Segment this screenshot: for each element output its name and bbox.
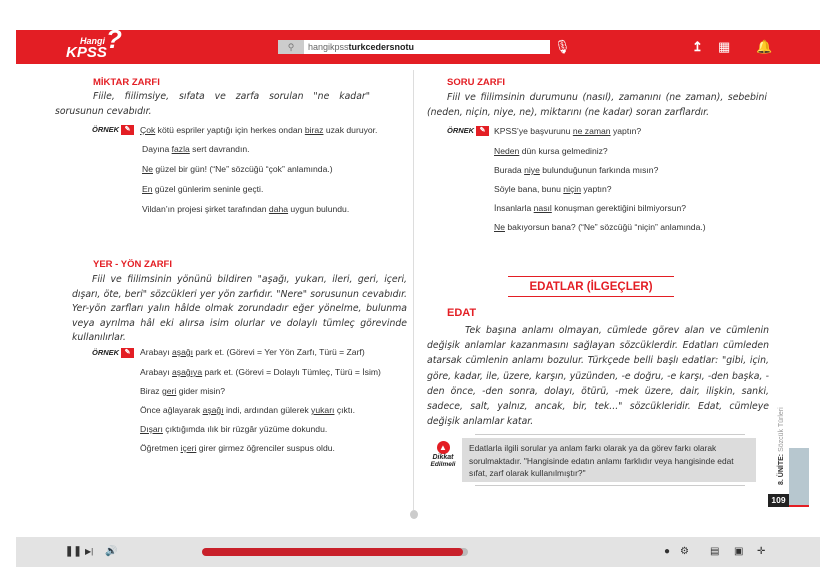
side-chapter-label: 8. ÜNİTE: Sözcük Türleri: [778, 407, 785, 485]
page-divider: [413, 70, 414, 510]
ornek-label: ÖRNEK ✎: [92, 125, 134, 135]
player-controls: [16, 537, 820, 567]
example-sentence: Vildan’ın projesi şirket tarafından daha uygun bulundu.: [142, 204, 350, 214]
top-bar: [16, 24, 820, 64]
example-sentence: KPSS’ye başvurunu ne zaman yaptın?: [494, 126, 642, 136]
page-number: 109: [768, 494, 789, 507]
note-rule: [475, 434, 745, 435]
miniplayer-icon[interactable]: ▣: [734, 546, 744, 557]
edat-text: Tek başına anlamı olmayan, cümlede görev alan ve cümlenin değişik anlamlar kazanmasını sağlayan sözcüklerdir. Edatları cümleden atarsak cümlenin anlamı bozulur. Türkçede belli başlı edatlar: "gibi, için, göre, kadar, ile, üzere, karşın, yüzünden, -e doğru, -e karşı, -den başka, -den önce, -den sonra, dolayı, ötürü, -mek üzere, dair, ilişkin, sanki, sadece, salt, yalnız, ancak, bir, tek..." sözcükleridir. Edat, cümleye değişik anlamlar katar.: [427, 325, 769, 428]
example-sentence: Biraz geri gider misin?: [140, 386, 226, 396]
soru-zarfi-heading: SORU ZARFI: [447, 77, 506, 88]
example-sentence: Söyle bana, bunu niçin yaptın?: [494, 184, 612, 194]
progress-fill: [202, 548, 463, 556]
example-sentence: İnsanlarla nasıl konuşman gerektiğini bilmiyorsun?: [494, 203, 687, 213]
example-sentence: En güzel günlerim seninle geçti.: [142, 184, 264, 194]
bell-icon[interactable]: 🔔: [756, 39, 773, 54]
yer-yon-zarfi-text: Fiil ve fiilimsinin yönünü bildiren "aşağı, yukarı, ileri, geri, içeri, dışarı, öte, beri" sözcükleri yer yön zarfıdır. "Nere" sorusunun cevabıdır. Yer-yön zarfları yalın hâlde olmak zorundadır eğer yönelme, bulunma veya ayrılma hâl eki alırsa isim olurlar ve dolaylı tümleç görevinde kullanılırlar.: [72, 274, 407, 343]
upload-icon[interactable]: ↥: [692, 39, 703, 54]
pause-icon[interactable]: ❚❚: [65, 546, 82, 557]
autoplay-toggle-icon[interactable]: ●: [664, 546, 671, 557]
section-rule: [508, 276, 674, 277]
ornek-label: ÖRNEK ✎: [447, 126, 489, 136]
volume-icon[interactable]: 🔊: [105, 546, 118, 557]
pencil-icon: ✎: [121, 125, 134, 135]
search-icon[interactable]: ⚲: [278, 40, 304, 54]
dikkat-note: Edatlarla ilgili sorular ya anlam farkı olarak ya da görev farkı olarak sorulmaktadır. "Hangisinde edatın anlamı farklıdır veya hangisinde edat sıfat, zarf olarak kullanılmıştır?": [462, 438, 756, 482]
example-sentence: Dışarı çıktığımda ılık bir rüzgâr yüzüme dokundu.: [140, 424, 328, 434]
yer-yon-zarfi-heading: YER - YÖN ZARFI: [93, 259, 172, 270]
example-sentence: Ne bakıyorsun bana? (“Ne” sözcüğü “niçin” anlamında.): [494, 222, 706, 232]
example-sentence: Arabayı aşağıya park et. (Görevi = Dolaylı Tümleç, Türü = İsim): [140, 367, 381, 377]
note-rule: [475, 485, 745, 486]
example-sentence: Arabayı aşağı park et. (Görevi = Yer Yön Zarfı, Türü = Zarf): [140, 347, 365, 357]
logo[interactable]: Hangi KPSS ?: [66, 24, 122, 61]
miktar-zarfi-heading: MİKTAR ZARFI: [93, 77, 160, 88]
page-accent: [789, 505, 809, 507]
next-icon[interactable]: ▶|: [85, 547, 94, 556]
fullscreen-icon[interactable]: ✛: [757, 546, 766, 557]
section-rule: [508, 296, 674, 297]
example-sentence: Dayına fazla sert davrandın.: [142, 144, 250, 154]
pencil-icon: ✎: [121, 348, 134, 358]
example-sentence: Neden dün kursa gelmediniz?: [494, 146, 608, 156]
progress-bar[interactable]: [202, 548, 468, 556]
example-sentence: Çok kötü espriler yaptığı için herkes ondan biraz uzak duruyor.: [140, 125, 378, 135]
subtitles-icon[interactable]: ▤: [710, 546, 720, 557]
section-title: EDATLAR (İLGEÇLER): [529, 281, 653, 293]
grid-icon[interactable]: ▦: [718, 39, 731, 54]
ornek-label: ÖRNEK ✎: [92, 348, 134, 358]
example-sentence: Burada niye bulunduğunun farkında mısın?: [494, 165, 659, 175]
alarm-icon: ▲: [437, 441, 450, 454]
edat-heading: EDAT: [447, 307, 477, 319]
example-sentence: Önce ağlayarak aşağı indi, ardından gülerek yukarı çıktı.: [140, 405, 355, 415]
soru-zarfi-text: Fiil ve fiilimsinin durumunu (nasıl), zamanını (ne zaman), sebebini (neden, niçin, niye, ne), miktarını (ne kadar) soran zarflardır.: [427, 92, 767, 118]
microphone-icon[interactable]: 🎙: [554, 39, 571, 54]
miktar-zarfi-text: Fiile, fiilimsiye, sıfata ve zarfa sorulan "ne kadar" sorusunun cevabıdır.: [55, 91, 370, 117]
example-sentence: Ne güzel bir gün! (“Ne” sözcüğü “çok” anlamında.): [142, 164, 333, 174]
search-input[interactable]: ⚲ hangikpss turkcedersnotu: [278, 40, 550, 54]
example-sentence: Öğretmen içeri girer girmez öğrenciler suspus oldu.: [140, 443, 335, 453]
settings-icon[interactable]: ⚙: [680, 546, 689, 557]
side-tab: [789, 448, 809, 505]
page-scroll-handle[interactable]: [410, 510, 418, 519]
pencil-icon: ✎: [476, 126, 489, 136]
dikkat-badge: ▲ Dikkat Edilmeli: [430, 443, 456, 468]
